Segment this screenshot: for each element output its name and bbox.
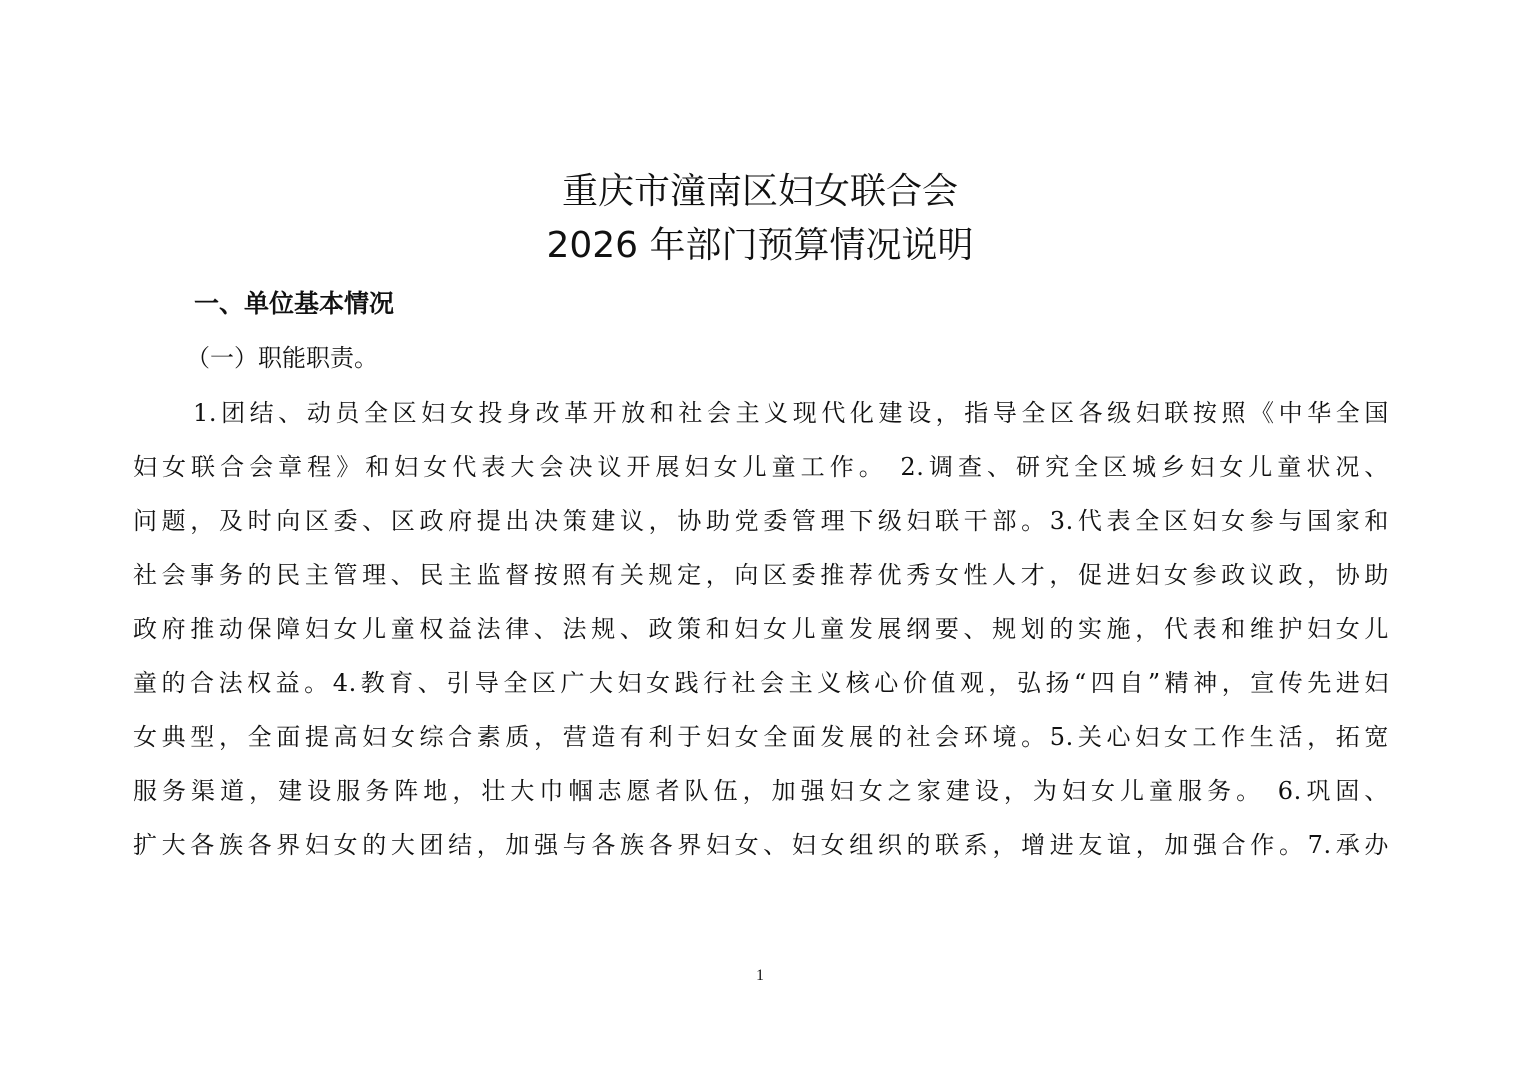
body-paragraph — [133, 386, 1389, 872]
page-number: 1 — [756, 967, 764, 984]
paragraph-line: 1.团结、动员全区妇女投身改革开放和社会主义现代化建设，指导全区各级妇联按照《中华全国 — [193, 399, 1389, 427]
document-title-line-2: 2026 年部门预算情况说明 — [546, 225, 974, 266]
paragraph-line: 社会事务的民主管理、民主监督按照有关规定，向区委推荐优秀女性人才，促进妇女参政议政，协助 — [133, 561, 1389, 589]
document-title-line-1: 重庆市潼南区妇女联合会 — [561, 171, 958, 212]
sub-heading: （一）职能职责。 — [186, 344, 378, 372]
paragraph-line: 妇女联合会章程》和妇女代表大会决议开展妇女儿童工作。 2.调查、研究全区城乡妇女儿童状况、 — [133, 453, 1389, 481]
paragraph-line: 问题，及时向区委、区政府提出决策建议，协助党委管理下级妇联干部。3.代表全区妇女参与国家和 — [133, 507, 1389, 535]
paragraph-line: 扩大各族各界妇女的大团结，加强与各族各界妇女、妇女组织的联系，增进友谊，加强合作。7.承办 — [133, 831, 1389, 859]
paragraph-line: 女典型，全面提高妇女综合素质，营造有利于妇女全面发展的社会环境。5.关心妇女工作生活，拓宽 — [133, 723, 1389, 751]
section-heading: 一、单位基本情况 — [194, 289, 395, 318]
paragraph-line: 童的合法权益。4.教育、引导全区广大妇女践行社会主义核心价值观，弘扬“四自”精神，宣传先进妇 — [133, 669, 1389, 697]
paragraph-line: 服务渠道，建设服务阵地，壮大巾帼志愿者队伍，加强妇女之家建设，为妇女儿童服务。 6.巩固、 — [133, 777, 1389, 805]
paragraph-line: 政府推动保障妇女儿童权益法律、法规、政策和妇女儿童发展纲要、规划的实施，代表和维护妇女儿 — [133, 615, 1389, 643]
